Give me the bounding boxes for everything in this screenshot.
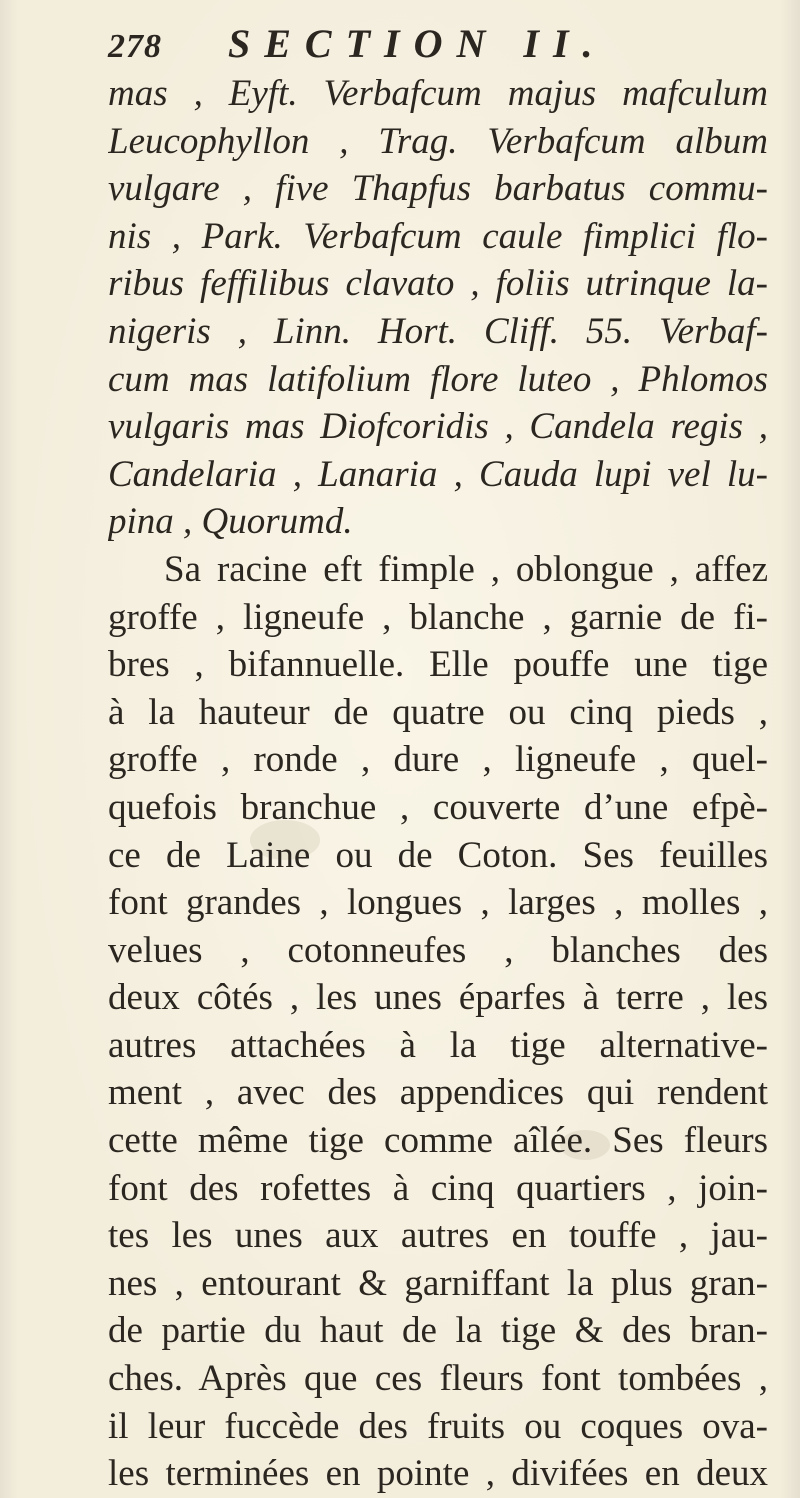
text-line: ce de Laine ou de Coton. Ses feuilles xyxy=(108,834,768,876)
text-line: Sa racine eft fimple , oblongue , affez xyxy=(164,548,768,590)
text-line: nes , entourant & garniffant la plus gran- xyxy=(108,1262,768,1304)
text-line: cette même tige comme aîlée. Ses fleurs xyxy=(108,1120,768,1162)
text-line: nigeris , Linn. Hort. Cliff. 55. Verbaf- xyxy=(108,310,768,352)
text-line: vulgaris mas Diofcoridis , Candela regis , xyxy=(108,406,768,448)
page-number: 278 xyxy=(108,28,162,65)
text-line: bres , bifannuelle. Elle pouffe une tige xyxy=(108,644,768,686)
text-line: velues , cotonneufes , blanches des xyxy=(108,929,768,971)
text-line: font des rofettes à cinq quartiers , join- xyxy=(108,1167,768,1209)
text-line: quefois branchue , couverte d’une efpè- xyxy=(108,786,768,828)
text-line: tes les unes aux autres en touffe , jau- xyxy=(108,1215,768,1257)
text-line: pina , Quorumd. xyxy=(108,501,353,543)
text-line: ches. Après que ces fleurs font tombées , xyxy=(108,1358,768,1400)
text-line: deux côtés , les unes éparfes à terre , les xyxy=(108,977,768,1019)
text-line: font grandes , longues , larges , molles , xyxy=(108,882,768,924)
body-text xyxy=(108,70,768,1498)
text-line: il leur fuccède des fruits ou coques ova- xyxy=(108,1405,768,1447)
text-line: vulgare , five Thapfus barbatus commu- xyxy=(108,168,768,210)
running-head: SECTION II. xyxy=(228,21,607,66)
text-line: groffe , ronde , dure , ligneufe , quel- xyxy=(108,739,768,781)
text-line: mas , Eyft. Verbafcum majus mafculum xyxy=(108,73,768,114)
text-line: à la hauteur de quatre ou cinq pieds , xyxy=(108,691,768,733)
text-line: cum mas latifolium flore luteo , Phlomos xyxy=(108,358,768,400)
text-line: groffe , ligneufe , blanche , garnie de fi- xyxy=(108,596,768,638)
text-line: ment , avec des appendices qui rendent xyxy=(108,1072,768,1114)
text-line: de partie du haut de la tige & des bran- xyxy=(108,1310,768,1352)
text-line: autres attachées à la tige alternative- xyxy=(108,1024,768,1066)
text-line: les terminées en pointe , divifées en deux xyxy=(108,1453,768,1495)
text-line: ribus feffilibus clavato , foliis utrinque la- xyxy=(108,263,768,305)
text-line: Leucophyllon , Trag. Verbafcum album xyxy=(108,120,768,162)
text-line: nis , Park. Verbafcum caule fimplici flo- xyxy=(108,215,768,257)
text-line: Candelaria , Lanaria , Cauda lupi vel lu- xyxy=(108,453,768,495)
